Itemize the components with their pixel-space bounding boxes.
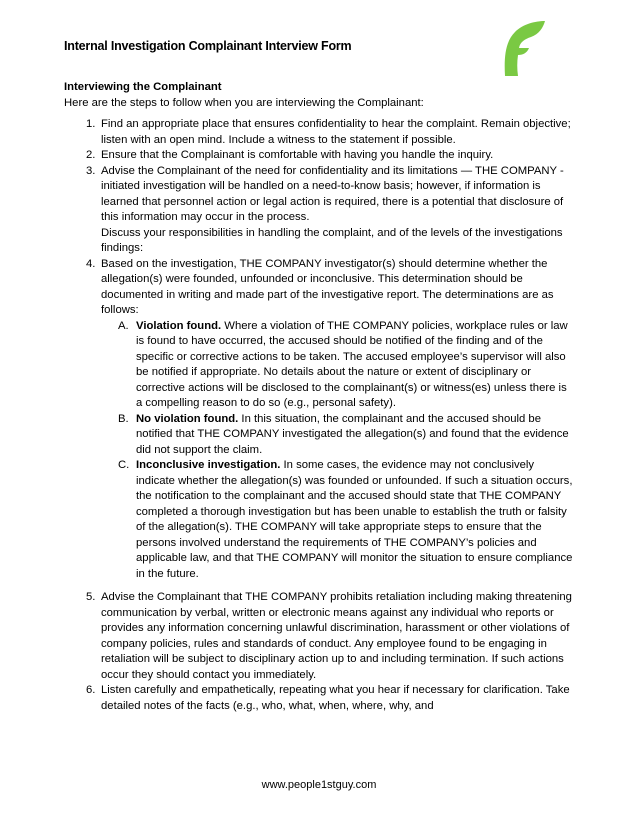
determination-item — [101, 412, 574, 459]
footer-url: www.people1stguy.com — [261, 779, 377, 791]
step-text: Find an appropriate place that ensures confidentiality to hear the complaint. Remain objective; listen with an open mind. Include a witness to the statement if possible. — [101, 118, 571, 146]
list-item — [64, 164, 574, 257]
determinations-list — [101, 319, 574, 583]
list-item — [64, 590, 574, 683]
determination-text: In this situation, the complainant and the accused should be notified that THE COMPANY investigated the allegation(s) and found that the evidence did not support the claim. — [136, 412, 569, 456]
step-text: Advise the Complainant of the need for confidentiality and its limitations — THE COMPANY -initiated investigation will be handled on a need-to-know basis; however, if information is learned that personnel action or legal action is required, there is a potential that disclosure of this information may occur in the process. — [101, 164, 564, 223]
determination-text: Where a violation of THE COMPANY policies, workplace rules or law is found to have occurred, the accused should be notified of the finding and of the specific or corrective actions to be taken. The accused employee’s supervisor will also be notified if appropriate. No details about the nature or extent of disciplinary or corrective actions will be disclosed to the complainant(s) or witness(es) unless there is a compelling reason to do so (e.g., personal safety). — [136, 319, 568, 409]
list-item — [64, 117, 574, 148]
determination-letter: B. — [118, 412, 129, 425]
step-number: 4. — [86, 257, 96, 270]
determination-item — [101, 458, 574, 582]
section-title: Interviewing the Complainant — [64, 81, 222, 93]
document-body — [64, 80, 574, 714]
step-text: Listen carefully and empathetically, repeating what you hear if necessary for clarification. Take detailed notes of the facts (e.g., who, what, when, where, why, and — [101, 684, 570, 712]
step-number: 3. — [86, 164, 96, 177]
step-text: Advise the Complainant that THE COMPANY prohibits retaliation including making threatening communication by verbal, written or electronic means against any individual who reports or provides any information concerning unlawful discrimination, harassment or other violations of company policies, rules and standards of conduct. Any employee found to be engaging in retaliation will be subject to disciplinary action up to and including termination. If such actions occur they should contact you immediately. — [101, 591, 572, 681]
section-intro: Here are the steps to follow when you are interviewing the Complainant: — [64, 96, 424, 109]
step-text: Based on the investigation, THE COMPANY investigator(s) should determine whether the allegation(s) were founded, unfounded or inconclusive. This determination should be documented in writing and made part of the investigative report. The determinations are as follows: — [101, 257, 554, 316]
determination-letter: C. — [118, 459, 130, 471]
determination-letter: A. — [118, 319, 129, 332]
leaf-f-logo — [495, 18, 547, 78]
determination-item — [101, 319, 574, 412]
step-text-continued: Discuss your responsibilities in handling the complaint, and of the levels of the investigations findings: — [101, 226, 563, 254]
list-item — [64, 257, 574, 591]
determination-text: In some cases, the evidence may not conclusively indicate whether the allegation(s) was founded or unfounded. If such a situation occurs, the notification to the complainant and the accused should state that THE COMPANY completed a thorough investigation but has been unable to establish the truth or falsity of the allegation(s). THE COMPANY will take appropriate steps to ensure that the persons involved understand the requirements of THE COMPANY’s policies and applicable law, and that THE COMPANY will monitor the situation to ensure compliance in the future. — [136, 459, 573, 580]
document-title: Internal Investigation Complainant Interview Form — [64, 39, 352, 53]
determination-heading: No violation found. — [136, 412, 239, 425]
list-item — [64, 683, 574, 714]
steps-list — [64, 117, 574, 714]
step-number: 5. — [86, 591, 96, 603]
step-number: 1. — [86, 118, 96, 130]
list-item — [64, 148, 574, 164]
step-number: 2. — [86, 149, 96, 161]
determination-heading: Violation found. — [136, 319, 222, 332]
step-text: Ensure that the Complainant is comfortable with having you handle the inquiry. — [101, 149, 494, 161]
spacer — [101, 582, 574, 590]
step-number: 6. — [86, 684, 96, 696]
determination-heading: Inconclusive investigation. — [136, 459, 281, 471]
